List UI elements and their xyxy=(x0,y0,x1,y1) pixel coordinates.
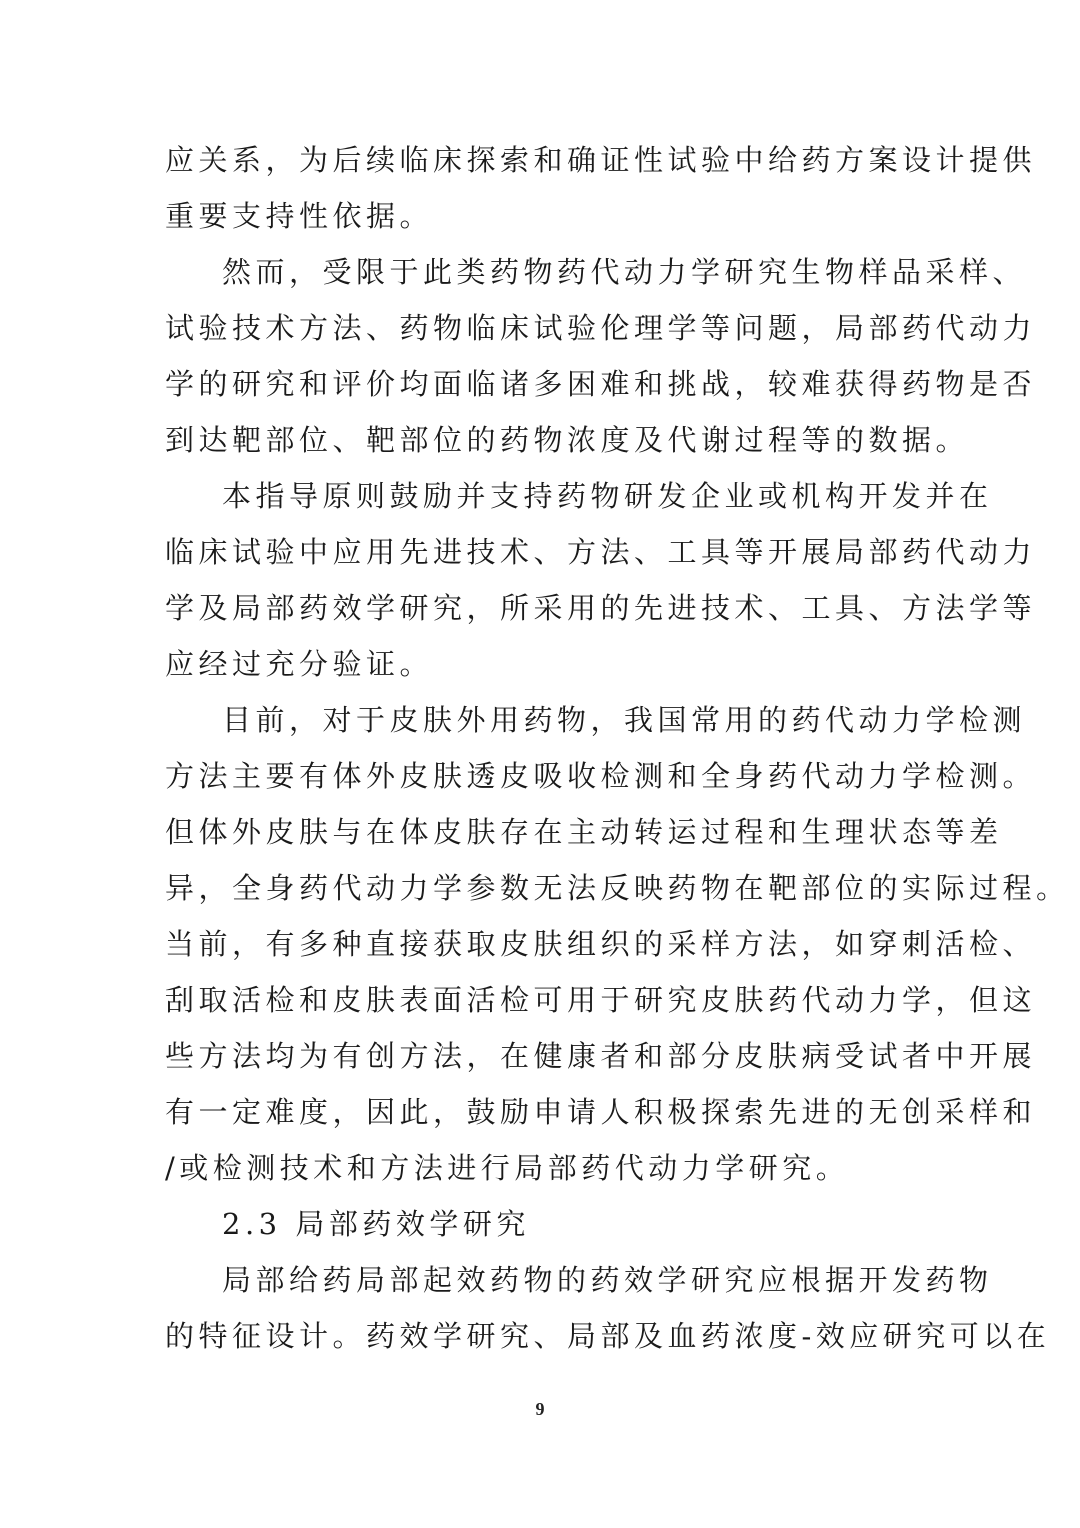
paragraph-line: 当前，有多种直接获取皮肤组织的采样方法，如穿刺活检、 xyxy=(165,927,1037,961)
paragraph-line: 应经过充分验证。 xyxy=(165,647,434,681)
paragraph-line: 本指导原则鼓励并支持药物研发企业或机构开发并在 xyxy=(222,479,993,513)
paragraph-line: 方法主要有体外皮肤透皮吸收检测和全身药代动力学检测。 xyxy=(165,759,1037,793)
section-heading: 2.3 局部药效学研究 xyxy=(222,1207,530,1241)
paragraph-line: 刮取活检和皮肤表面活检可用于研究皮肤药代动力学，但这 xyxy=(165,983,1037,1017)
paragraph-line: /或检测技术和方法进行局部药代动力学研究。 xyxy=(165,1151,850,1185)
paragraph-line: 临床试验中应用先进技术、方法、工具等开展局部药代动力 xyxy=(165,535,1037,569)
paragraph-line: 目前，对于皮肤外用药物，我国常用的药代动力学检测 xyxy=(222,703,1027,737)
page-number: 9 xyxy=(535,1399,545,1419)
paragraph-line: 到达靶部位、靶部位的药物浓度及代谢过程等的数据。 xyxy=(165,423,970,457)
paragraph-line: 但体外皮肤与在体皮肤存在主动转运过程和生理状态等差 xyxy=(165,815,1003,849)
paragraph-line: 重要支持性依据。 xyxy=(165,199,434,233)
paragraph-line: 些方法均为有创方法，在健康者和部分皮肤病受试者中开展 xyxy=(165,1039,1037,1073)
paragraph-line: 的特征设计。药效学研究、局部及血药浓度-效应研究可以在 xyxy=(165,1319,1051,1353)
paragraph-line: 异，全身药代动力学参数无法反映药物在靶部位的实际过程。 xyxy=(165,871,1070,905)
paragraph-line: 学及局部药效学研究，所采用的先进技术、工具、方法学等 xyxy=(165,591,1037,625)
paragraph-line: 试验技术方法、药物临床试验伦理学等问题，局部药代动力 xyxy=(165,311,1037,345)
paragraph-line: 局部给药局部起效药物的药效学研究应根据开发药物 xyxy=(222,1263,993,1297)
paragraph-line: 学的研究和评价均面临诸多困难和挑战，较难获得药物是否 xyxy=(165,367,1037,401)
paragraph-line: 应关系，为后续临床探索和确证性试验中给药方案设计提供 xyxy=(165,143,1037,177)
paragraph-line: 有一定难度，因此，鼓励申请人积极探索先进的无创采样和 xyxy=(165,1095,1037,1129)
paragraph-line: 然而，受限于此类药物药代动力学研究生物样品采样、 xyxy=(222,255,1027,289)
